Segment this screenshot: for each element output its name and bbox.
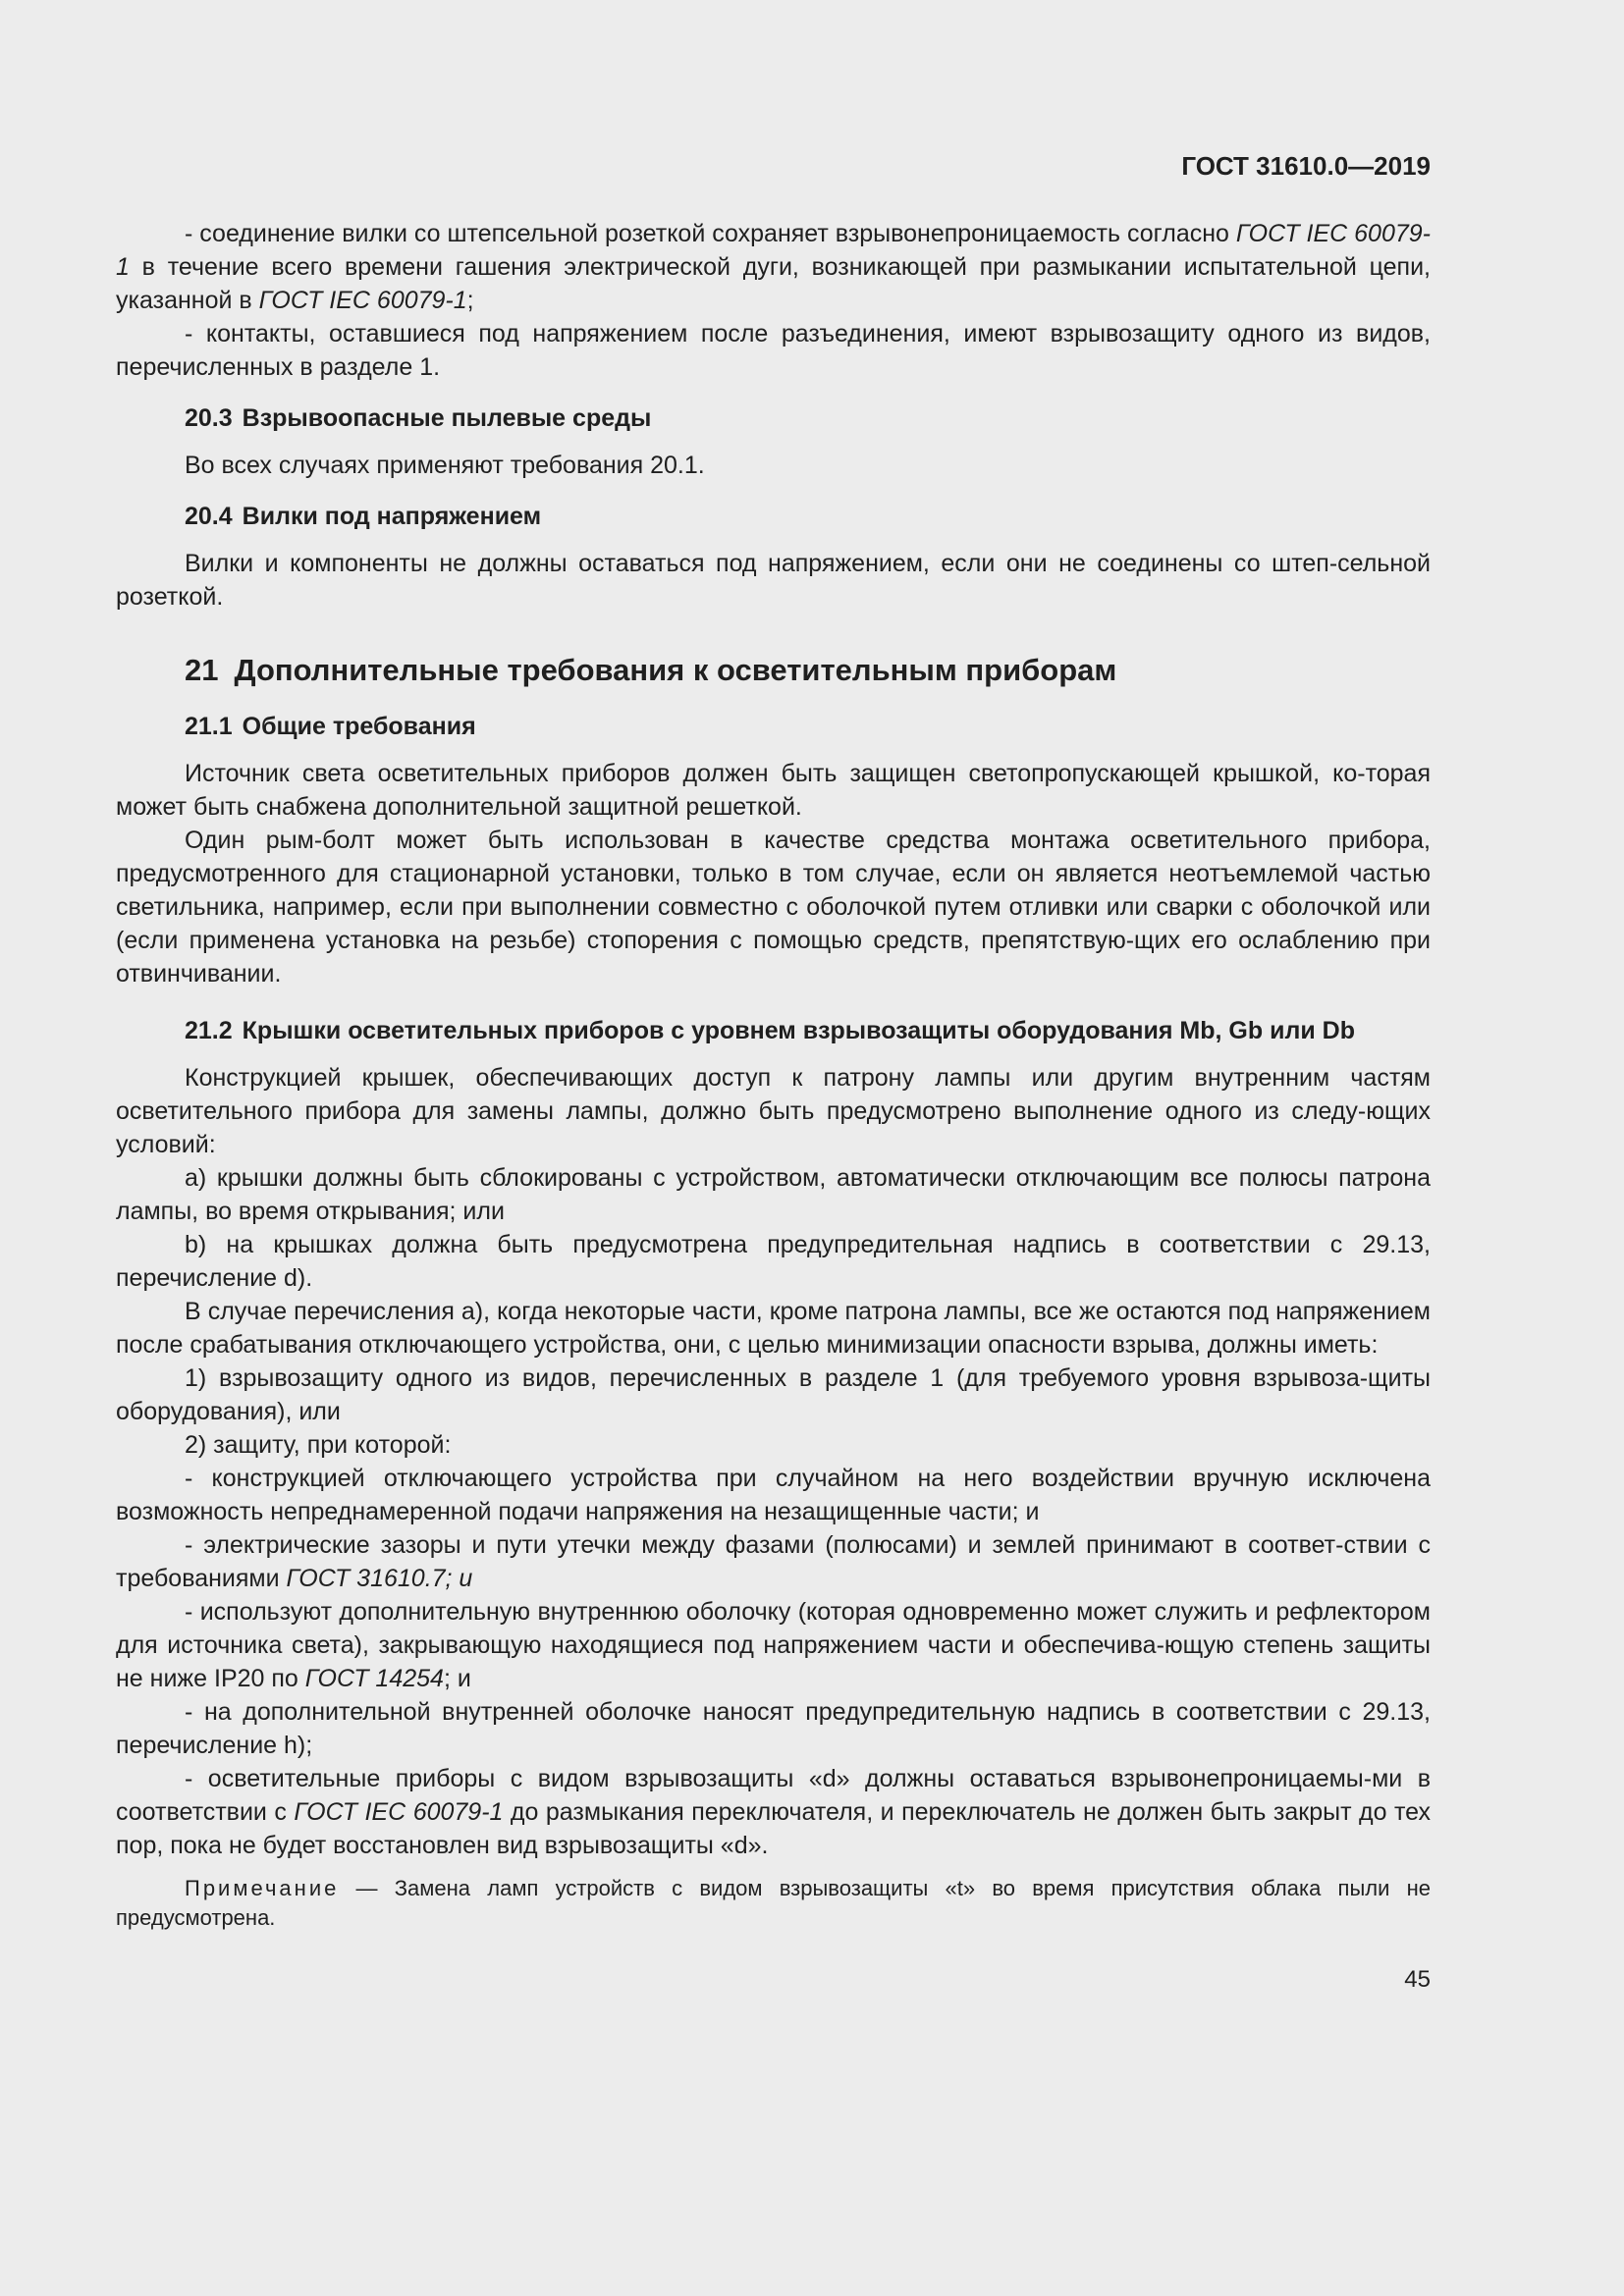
paragraph: Конструкцией крышек, обеспечивающих доступ к патрону лампы или другим внутренним частям осветительного прибора для замены лампы, должно быть предусмотрено выполнение одного из следу-ющих условий: — [116, 1064, 1431, 1158]
standard-reference: ГОСТ 14254 — [304, 1665, 444, 1692]
paragraph: Один рым-болт может быть использован в качестве средства монтажа осветительного прибора, предусмотренного для стационарной установки, только в том случае, если он является неотъемлемой частью светильника, например, если при выполнении совместно с оболочкой путем отливки или сварки с оболочкой или (если применена установка на резьбе) стопорения с помощью средств, препятствую-щих его ослаблению при отвинчивании. — [116, 827, 1431, 988]
standard-reference: ГОСТ IEC 60079-1 — [258, 287, 467, 314]
paragraph: - контакты, оставшиеся под напряжением после разъединения, имеют взрывозащиту одного из видов, перечисленных в разделе 1. — [116, 320, 1431, 381]
list-item: - используют дополнительную внутреннюю оболочку (которая одновременно может служить и рефлектором для источника света), закрывающую находящиеся под напряжением части и обеспечива-ющую степень защиты не ниже IP20 по ГОСТ 14254; и — [116, 1598, 1431, 1692]
document-page — [116, 137, 1431, 1994]
document-header: ГОСТ 31610.0—2019 — [1181, 151, 1431, 181]
list-item: - на дополнительной внутренней оболочке наносят предупредительную надпись в соответствии с 29.13, перечисление h); — [116, 1698, 1431, 1759]
paragraph: В случае перечисления a), когда некоторые части, кроме патрона лампы, все же остаются под напряжением после срабатывания отключающего устройства, они, с целью минимизации опасности взрыва, должны иметь: — [116, 1298, 1431, 1359]
section-heading-20-3: 20.3 Взрывоопасные пылевые среды — [185, 404, 652, 432]
list-item: a) крышки должны быть сблокированы с устройством, автоматически отключающим все полюсы патрона лампы, во время открывания; или — [116, 1164, 1431, 1225]
section-heading-21-1: 21.1 Общие требования — [185, 713, 476, 740]
section-heading-21-2: 21.2 Крышки осветительных приборов с уровнем взрывозащиты оборудования Mb, Gb или Db — [185, 1017, 1355, 1044]
paragraph: - соединение вилки со штепсельной розеткой сохраняет взрывонепроницаемость согласно ГОСТ IEC 60079-1 в течение всего времени гашения электрической дуги, возникающей при размыкании испытательной цепи, указанной в ГОСТ IEC 60079-1; — [116, 220, 1431, 314]
section-heading-21: 21 Дополнительные требования к осветительным приборам — [185, 653, 1117, 687]
paragraph: Вилки и компоненты не должны оставаться под напряжением, если они не соединены со штеп-сельной розеткой. — [116, 550, 1431, 611]
standard-reference: ГОСТ IEC 60079-1 — [116, 220, 1431, 281]
list-item: - конструкцией отключающего устройства при случайном на него воздействии вручную исключена возможность непреднамеренной подачи напряжения на незащищенные части; и — [116, 1465, 1431, 1525]
note: Примечание — Замена ламп устройств с видом взрывозащиты «t» во время присутствия облака пыли не предусмотрена. — [116, 1876, 1431, 1930]
list-item: - осветительные приборы с видом взрывозащиты «d» должны оставаться взрывонепроницаемы-ми в соответствии с ГОСТ IEC 60079-1 до размыкания переключателя, и переключатель не должен быть закрыт до тех пор, пока не будет восстановлен вид взрывозащиты «d». — [116, 1765, 1431, 1859]
standard-reference: ГОСТ IEC 60079-1 — [294, 1798, 504, 1826]
list-item: b) на крышках должна быть предусмотрена предупредительная надпись в соответствии с 29.13, перечисление d). — [116, 1231, 1431, 1292]
standard-reference: ГОСТ 31610.7; и — [286, 1565, 473, 1592]
paragraph: Во всех случаях применяют требования 20.1. — [185, 452, 705, 479]
list-item: - электрические зазоры и пути утечки между фазами (полюсами) и землей принимают в соответ-ствии с требованиями ГОСТ 31610.7; и — [116, 1531, 1431, 1592]
paragraph: Источник света осветительных приборов должен быть защищен светопропускающей крышкой, ко-торая может быть снабжена дополнительной защитной решеткой. — [116, 760, 1431, 821]
section-heading-20-4: 20.4 Вилки под напряжением — [185, 503, 542, 530]
list-item: 2) защиту, при которой: — [185, 1431, 452, 1459]
list-item: 1) взрывозащиту одного из видов, перечисленных в разделе 1 (для требуемого уровня взрывоза-щиты оборудования), или — [116, 1364, 1431, 1425]
page-number: 45 — [1404, 1966, 1431, 1993]
note-label: Примечание — [185, 1876, 340, 1900]
